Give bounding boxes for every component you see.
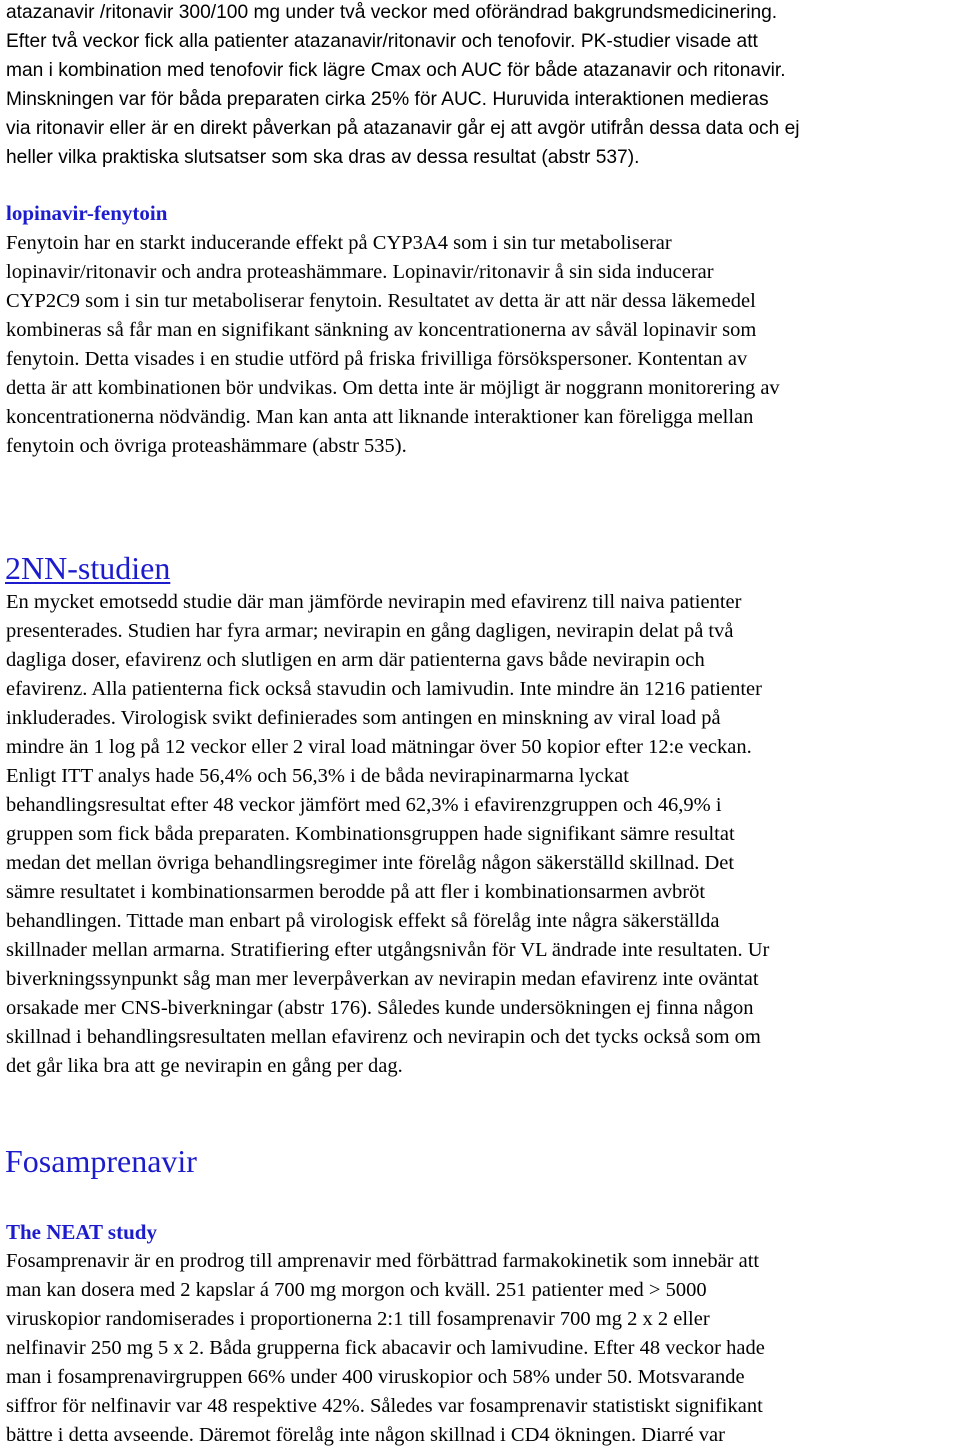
paragraph-line: efavirenz. Alla patienterna fick också stavudin och lamivudin. Inte mindre än 1216 patienter: [6, 678, 762, 700]
paragraph-line: Minskningen var för båda preparaten cirka 25% för AUC. Huruvida interaktionen medieras: [6, 89, 769, 110]
section-heading-fosamprenavir: Fosamprenavir: [5, 1143, 197, 1179]
paragraph-line: bättre i detta avseende. Däremot förelåg inte någon skillnad i CD4 ökningen. Diarré var: [6, 1424, 725, 1446]
paragraph-line: orsakade mer CNS-biverkningar (abstr 176). Således kunde undersökningen ej finna någon: [6, 997, 754, 1019]
paragraph-line: medan det mellan övriga behandlingsregimer inte förelåg någon säkerställd skillnad. Det: [6, 852, 735, 874]
fosamprenavir-paragraph: [6, 1247, 958, 1449]
twonn-paragraph: [6, 588, 958, 1081]
paragraph-line: dagliga doser, efavirenz och slutligen en arm där patienterna gavs både nevirapin och: [6, 649, 705, 671]
paragraph-line: det går lika bra att ge nevirapin en gång per dag.: [6, 1055, 403, 1077]
paragraph-line: Efter två veckor fick alla patienter atazanavir/ritonavir och tenofovir. PK-studier visade att: [6, 31, 758, 52]
paragraph-line: En mycket emotsedd studie där man jämförde nevirapin med efavirenz till naiva patienter: [6, 591, 742, 613]
paragraph-line: koncentrationerna nödvändig. Man kan anta att liknande interaktioner kan föreligga mellan: [6, 406, 754, 428]
paragraph-line: skillnader mellan armarna. Stratifiering efter utgångsnivån för VL ändrade inte resultaten. Ur: [6, 939, 770, 961]
paragraph-line: behandlingen. Tittade man enbart på virologisk effekt så förelåg inte några säkerställda: [6, 910, 720, 932]
paragraph-line: man kan dosera med 2 kapslar á 700 mg morgon och kväll. 251 patienter med > 5000: [6, 1279, 707, 1301]
paragraph-line: biverkningssynpunkt såg man mer leverpåverkan av nevirapin medan efavirenz inte oväntat: [6, 968, 759, 990]
paragraph-line: CYP2C9 som i sin tur metaboliserar fenytoin. Resultatet av detta är att när dessa läkemedel: [6, 290, 756, 312]
paragraph-line: siffror för nelfinavir var 48 respektive 42%. Således var fosamprenavir statistiskt signifikant: [6, 1395, 763, 1417]
section-heading-2nn-studien: 2NN-studien: [5, 550, 171, 586]
paragraph-line: heller vilka praktiska slutsatser som ska dras av dessa resultat (abstr 537).: [6, 147, 640, 168]
paragraph-line: nelfinavir 250 mg 5 x 2. Båda grupperna fick abacavir och lamivudine. Efter 48 veckor hade: [6, 1337, 765, 1359]
paragraph-line: skillnad i behandlingsresultaten mellan efavirenz och nevirapin och det tycks också som om: [6, 1026, 761, 1048]
paragraph-line: inkluderades. Virologisk svikt definierades som antingen en minskning av viral load på: [6, 707, 721, 729]
paragraph-line: presenterades. Studien har fyra armar; nevirapin en gång dagligen, nevirapin delat på två: [6, 620, 734, 642]
paragraph-line: gruppen som fick båda preparaten. Kombinationsgruppen hade signifikant sämre resultat: [6, 823, 735, 845]
paragraph-line: via ritonavir eller är en direkt påverkan på atazanavir går ej att avgör utifrån dessa data och ej: [6, 118, 800, 139]
paragraph-line: behandlingsresultat efter 48 veckor jämfört med 62,3% i efavirenzgruppen och 46,9% i: [6, 794, 722, 816]
paragraph-line: lopinavir/ritonavir och andra proteashämmare. Lopinavir/ritonavir å sin sida inducerar: [6, 261, 714, 283]
paragraph-line: Fosamprenavir är en prodrog till amprenavir med förbättrad farmakokinetik som innebär att: [6, 1250, 760, 1272]
subsection-heading-neat-study: The NEAT study: [6, 1220, 157, 1244]
paragraph-line: Fenytoin har en starkt inducerande effekt på CYP3A4 som i sin tur metaboliserar: [6, 232, 672, 254]
section-heading-lopinavir-fenytoin: lopinavir-fenytoin: [6, 201, 168, 225]
paragraph-line: kombineras så får man en signifikant sänkning av koncentrationerna av såväl lopinavir som: [6, 319, 757, 341]
lopinavir-paragraph: [6, 229, 958, 461]
paragraph-line: fenytoin och övriga proteashämmare (abstr 535).: [6, 435, 407, 457]
paragraph-line: mindre än 1 log på 12 veckor eller 2 viral load mätningar över 50 kopior efter 12:e veckan.: [6, 736, 752, 758]
intro-paragraph: [6, 0, 958, 172]
paragraph-line: fenytoin. Detta visades i en studie utförd på friska frivilliga försökspersoner. Kontentan av: [6, 348, 748, 370]
paragraph-line: sämre resultatet i kombinationsarmen berodde på att fler i kombinationsarmen avbröt: [6, 881, 706, 903]
paragraph-line: Enligt ITT analys hade 56,4% och 56,3% i de båda nevirapinarmarna lyckat: [6, 765, 629, 787]
paragraph-line: detta är att kombinationen bör undvikas. Om detta inte är möjligt är noggrann monitorering av: [6, 377, 780, 399]
paragraph-line: man i kombination med tenofovir fick lägre Cmax och AUC för både atazanavir och ritonavir.: [6, 60, 786, 81]
paragraph-line: atazanavir /ritonavir 300/100 mg under två veckor med oförändrad bakgrundsmedicinering.: [6, 2, 778, 23]
paragraph-line: man i fosamprenavirgruppen 66% under 400 viruskopior och 58% under 50. Motsvarande: [6, 1366, 745, 1388]
paragraph-line: viruskopior randomiserades i proportionerna 2:1 till fosamprenavir 700 mg 2 x 2 eller: [6, 1308, 710, 1330]
